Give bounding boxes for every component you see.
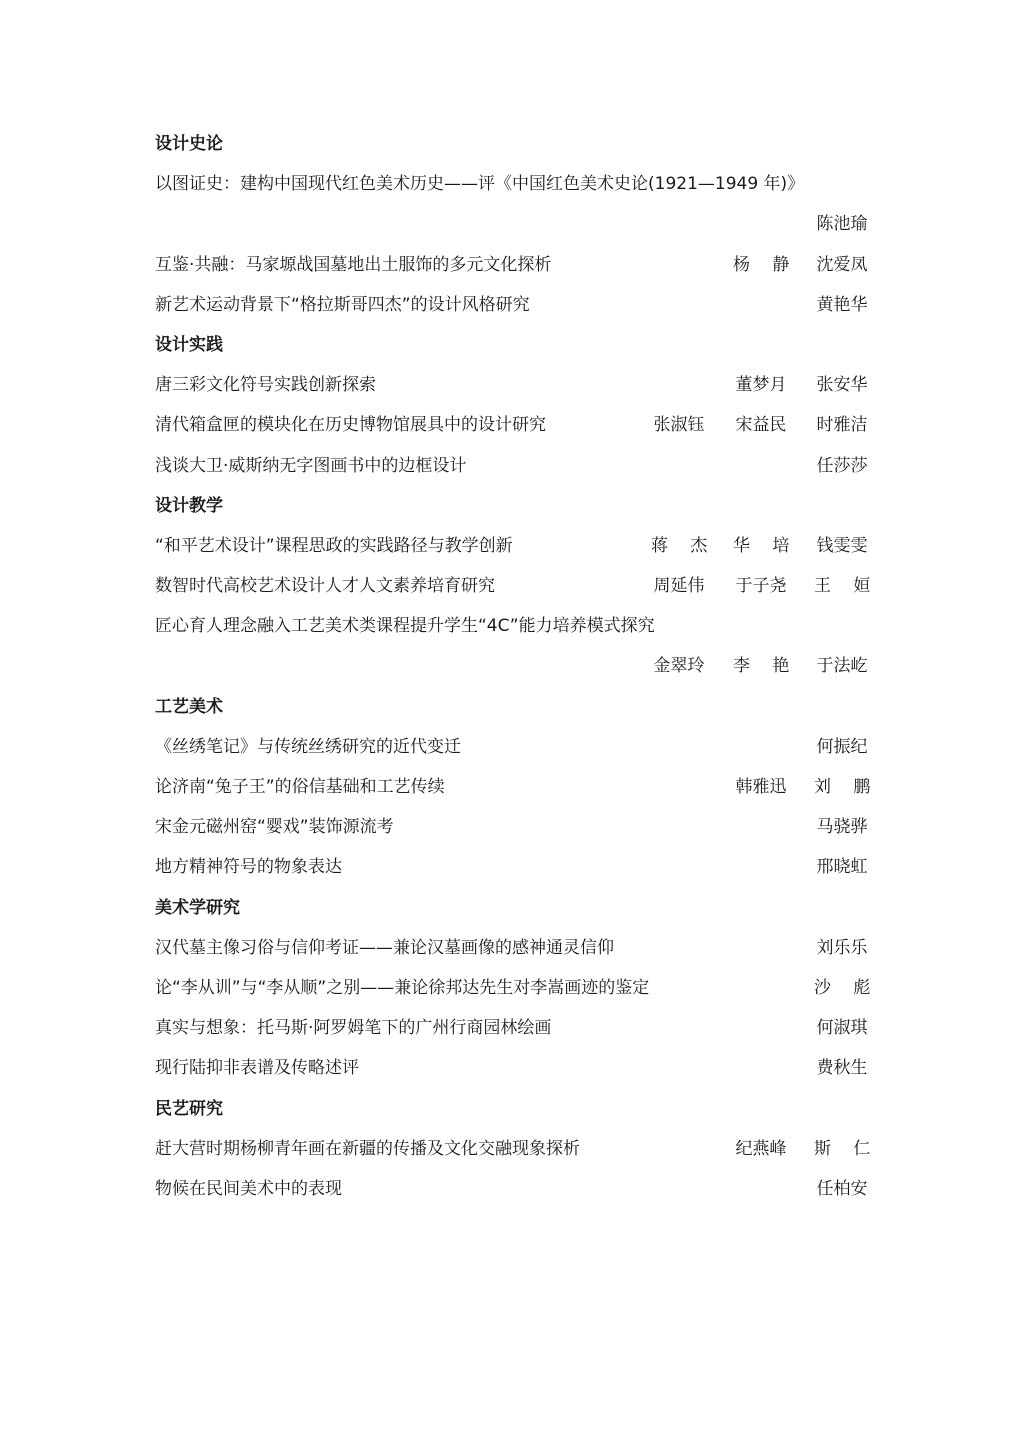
- author-name: 华 培: [733, 535, 798, 556]
- table-of-contents: [155, 124, 879, 1209]
- author-name: 刘乐乐: [816, 937, 868, 958]
- toc-entry[interactable]: [155, 847, 870, 887]
- author-name: 董梦月: [735, 375, 787, 396]
- author-name: 任莎莎: [816, 455, 868, 476]
- author-name: 蒋 杰: [651, 535, 716, 556]
- author-name: 王 姮: [814, 576, 879, 597]
- article-title[interactable]: 《丝绣笔记》与传统丝绣研究的近代变迁: [155, 736, 461, 757]
- toc-entry[interactable]: [155, 727, 870, 767]
- article-title[interactable]: 现行陆抑非表谱及传略述评: [155, 1058, 359, 1079]
- article-title[interactable]: “和平艺术设计”课程思政的实践路径与教学创新: [155, 535, 513, 556]
- author-name: 于子尧: [735, 576, 787, 597]
- article-title[interactable]: 真实与想象：托马斯·阿罗姆笔下的广州行商园林绘画: [155, 1018, 552, 1039]
- toc-entry-authors: [155, 646, 870, 686]
- toc-entry[interactable]: [155, 968, 879, 1008]
- author-name: 沙 彪: [814, 977, 879, 998]
- article-title[interactable]: 论济南“兔子王”的俗信基础和工艺传续: [155, 777, 445, 797]
- author-name: 李 艳: [733, 656, 798, 677]
- toc-entry[interactable]: [155, 245, 870, 285]
- article-title[interactable]: 地方精神符号的物象表达: [155, 857, 342, 878]
- author-name: 斯 仁: [814, 1138, 879, 1159]
- author-name: 陈池瑜: [816, 214, 868, 235]
- author-name: 邢晓虹: [816, 857, 868, 878]
- section-heading: 设计史论: [155, 134, 223, 154]
- toc-entry[interactable]: [155, 164, 870, 204]
- author-name: 宋益民: [735, 415, 787, 436]
- toc-entry[interactable]: [155, 767, 879, 807]
- toc-entry[interactable]: [155, 928, 870, 968]
- article-title[interactable]: 以图证史：建构中国现代红色美术历史——评《中国红色美术史论(1921—1949 年)》: [155, 174, 805, 195]
- toc-entry[interactable]: [155, 365, 870, 405]
- article-title[interactable]: 匠心育人理念融入工艺美术类课程提升学生“4C”能力培养模式探究: [155, 616, 655, 637]
- section-heading: 美术学研究: [155, 897, 240, 918]
- author-name: 黄艳华: [816, 294, 868, 315]
- toc-entry[interactable]: [155, 285, 870, 325]
- article-title[interactable]: 物候在民间美术中的表现: [155, 1178, 342, 1199]
- toc-entry[interactable]: [155, 1169, 870, 1209]
- toc-entry[interactable]: [155, 1008, 870, 1048]
- article-title[interactable]: 互鉴·共融：马家塬战国墓地出土服饰的多元文化探析: [155, 254, 552, 275]
- article-title[interactable]: 清代箱盒匣的模块化在历史博物馆展具中的设计研究: [155, 415, 546, 436]
- section-heading: 设计教学: [155, 495, 223, 516]
- article-title[interactable]: 汉代墓主像习俗与信仰考证——兼论汉墓画像的感神通灵信仰: [155, 937, 614, 958]
- article-title[interactable]: 唐三彩文化符号实践创新探索: [155, 375, 376, 396]
- author-name: 任柏安: [816, 1178, 868, 1199]
- toc-entry[interactable]: [155, 1048, 870, 1088]
- author-name: 时雅洁: [816, 415, 868, 436]
- author-name: 金翠玲: [653, 656, 705, 677]
- toc-entry[interactable]: [155, 606, 870, 646]
- article-title[interactable]: 宋金元磁州窑“婴戏”装饰源流考: [155, 817, 394, 838]
- author-name: 马骁骅: [816, 817, 868, 838]
- section-heading: 民艺研究: [155, 1098, 223, 1119]
- toc-entry[interactable]: [155, 446, 870, 486]
- author-name: 张淑钰: [653, 415, 705, 436]
- author-name: 韩雅迅: [735, 777, 787, 797]
- toc-entry[interactable]: [155, 405, 870, 445]
- section-heading: 设计实践: [155, 334, 223, 355]
- author-name: 于法屹: [816, 656, 868, 677]
- author-name: 何振纪: [816, 736, 868, 757]
- article-title[interactable]: 浅谈大卫·威斯纳无字图画书中的边框设计: [155, 455, 467, 476]
- author-name: 钱雯雯: [816, 535, 868, 556]
- toc-entry[interactable]: [155, 807, 870, 847]
- article-title[interactable]: 新艺术运动背景下“格拉斯哥四杰”的设计风格研究: [155, 294, 530, 315]
- author-name: 杨 静: [733, 254, 798, 275]
- article-title[interactable]: 赶大营时期杨柳青年画在新疆的传播及文化交融现象探析: [155, 1138, 580, 1159]
- author-name: 沈爱凤: [816, 254, 868, 275]
- author-name: 张安华: [816, 375, 868, 396]
- toc-entry-authors: [155, 204, 870, 244]
- toc-entry[interactable]: [155, 566, 879, 606]
- author-name: 纪燕峰: [735, 1138, 787, 1159]
- section-heading: 工艺美术: [155, 696, 223, 717]
- article-title[interactable]: 数智时代高校艺术设计人才人文素养培育研究: [155, 576, 495, 597]
- toc-entry[interactable]: [155, 1129, 879, 1169]
- author-name: 周延伟: [653, 576, 705, 597]
- toc-entry[interactable]: [155, 526, 870, 566]
- author-name: 刘 鹏: [814, 777, 879, 797]
- article-title[interactable]: 论“李从训”与“李从顺”之别——兼论徐邦达先生对李嵩画迹的鉴定: [155, 977, 650, 998]
- author-name: 费秋生: [816, 1058, 868, 1079]
- author-name: 何淑琪: [816, 1018, 868, 1039]
